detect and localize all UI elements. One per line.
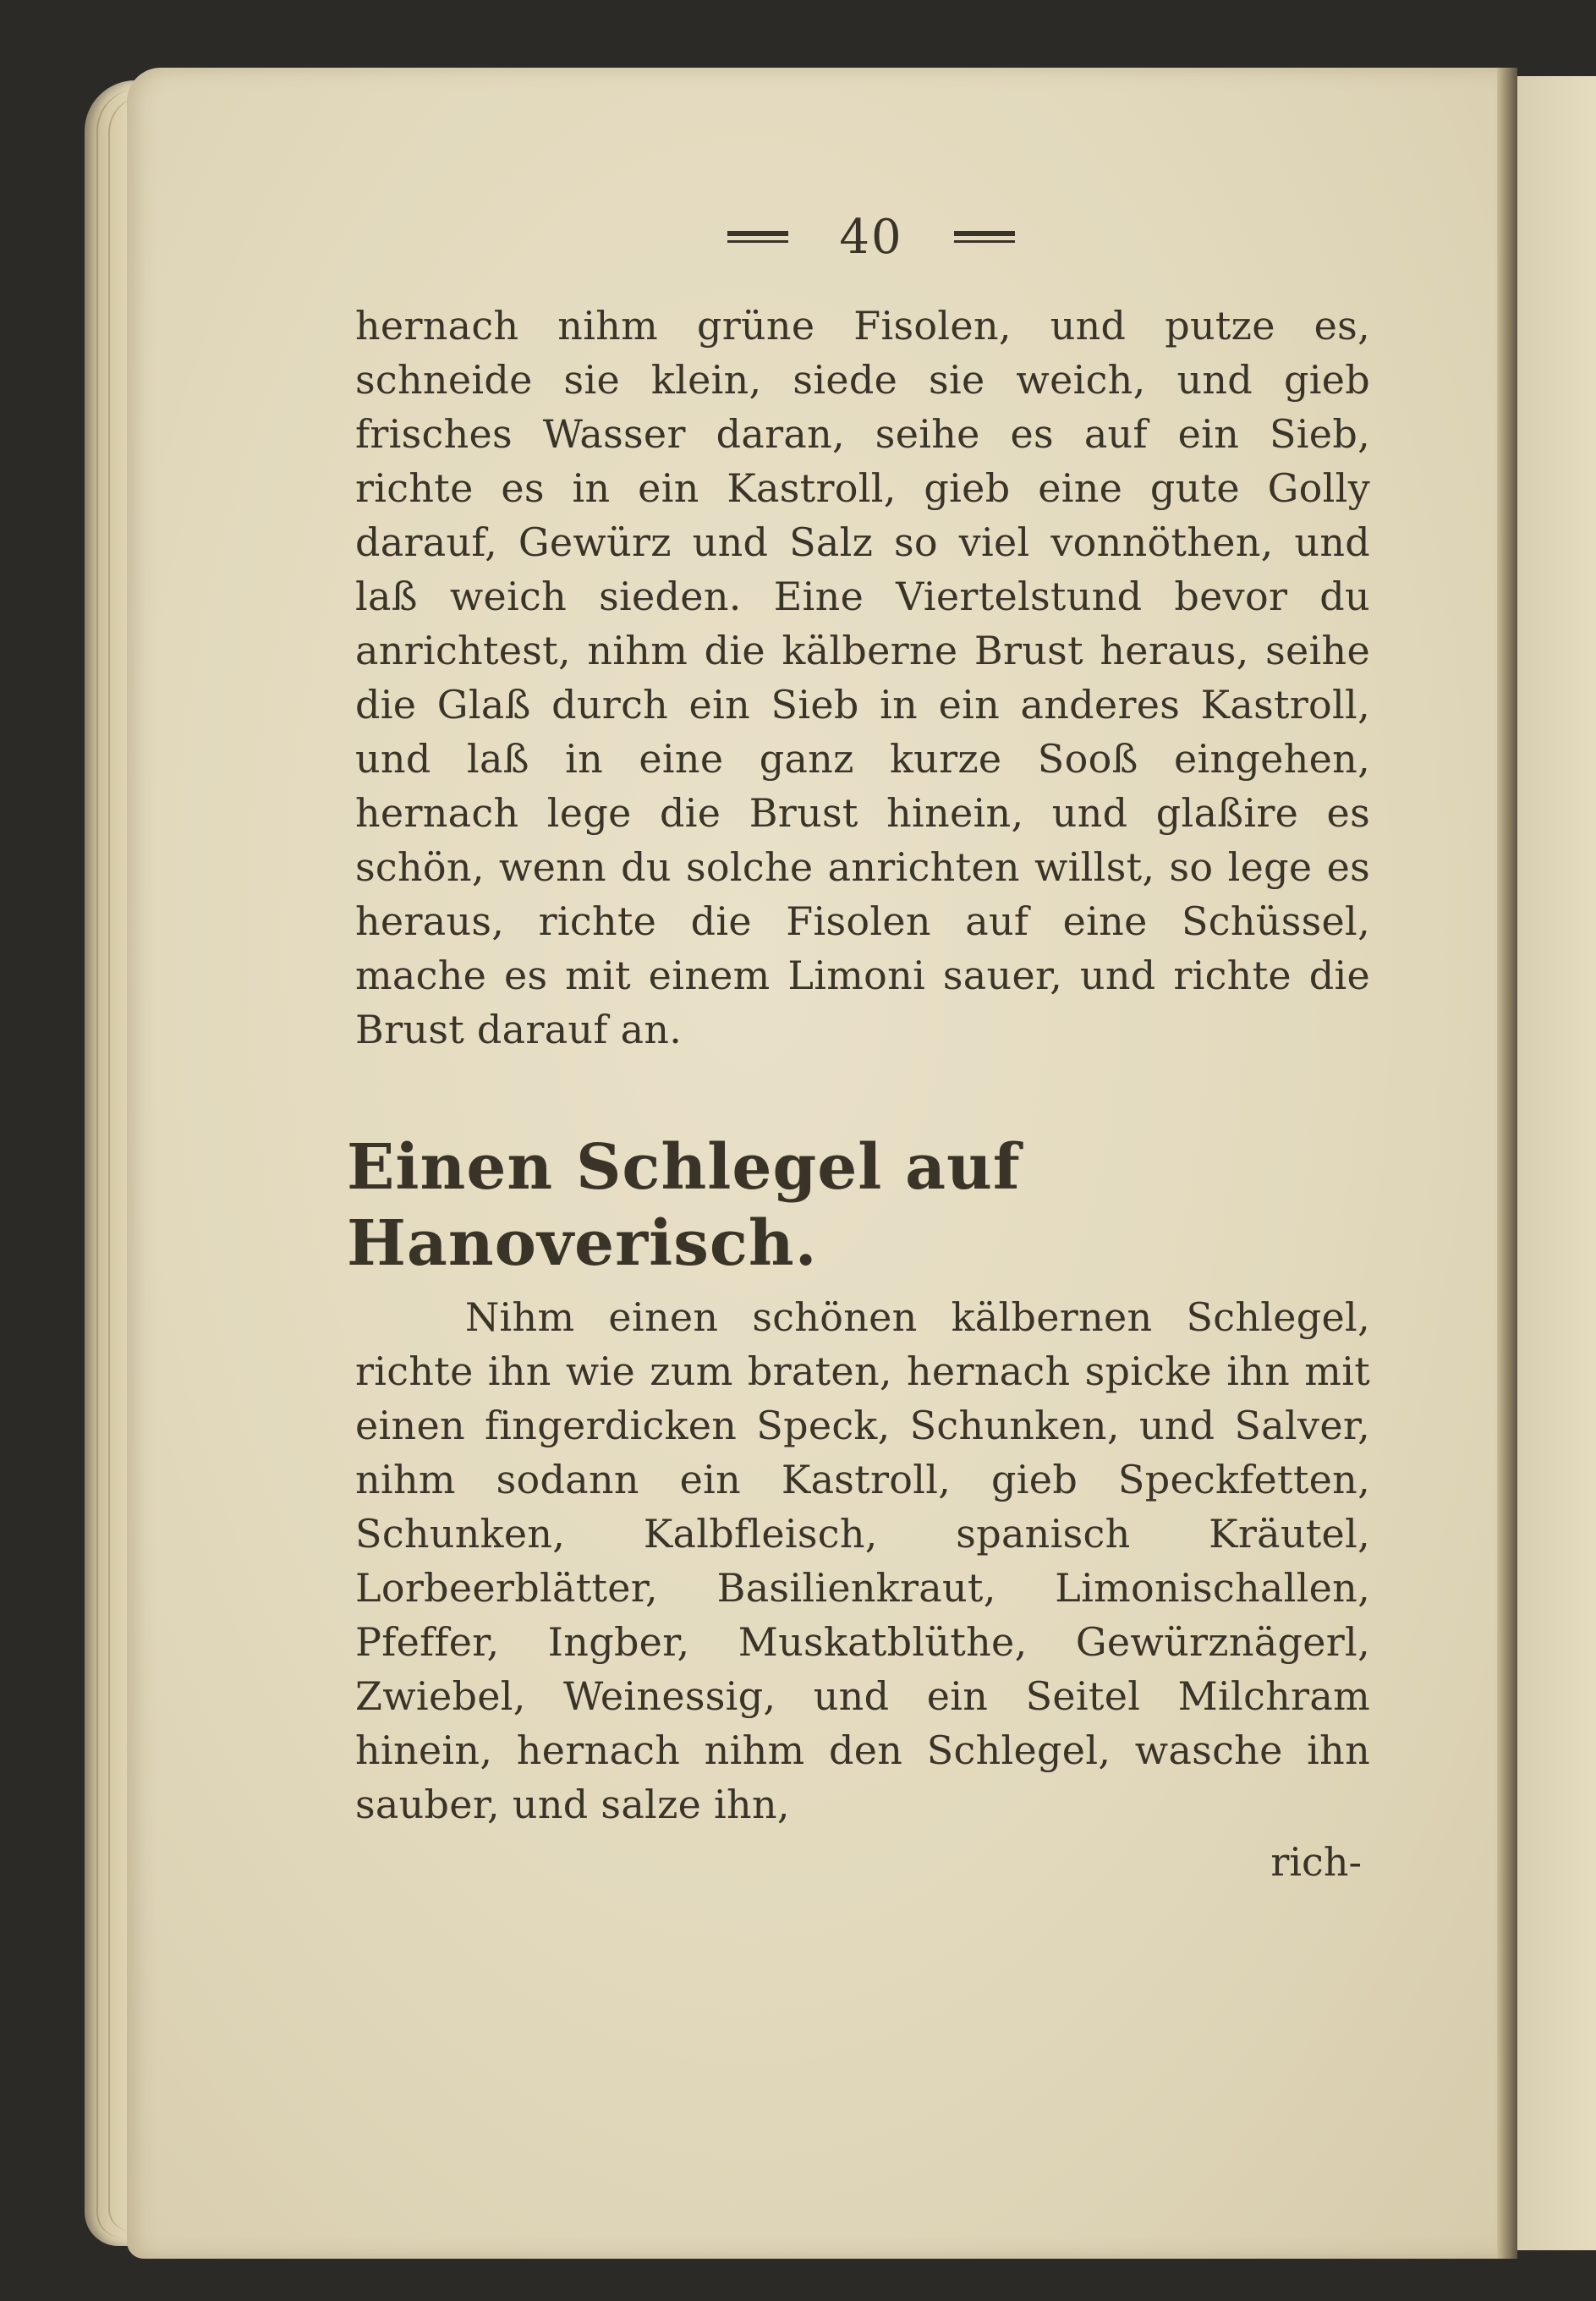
facing-page-edge: [1517, 76, 1596, 2250]
recipe-body-text: Nihm einen schönen kälbernen Schlegel, richte ihn wie zum braten, hernach spicke ihn mit einen fingerdicken Speck, Schunken, und Salver, nihm sodann ein Kastroll, gieb Speckfetten, Schunken, Kalbfleisch, spanisch Kräutel, Lorbeerblätter, Basilienkraut, Limonischallen, Pfeffer, Ingber, Muskatblüthe, Gewürznägerl, Zwiebel, Weinessig, und ein Seitel Milchram hinein, hernach nihm den Schlegel, wasche ihn sauber, und salze ihn,: [355, 1294, 1370, 1827]
recipe-title: Einen Schlegel auf Hanoverisch.: [347, 1131, 1021, 1280]
page-content: [347, 190, 1370, 1889]
continued-recipe-text: hernach nihm grüne Fisolen, und putze es, schneide sie klein, siede sie weich, und gieb frisches Wasser daran, seihe es auf ein Sieb, richte es in ein Kastroll, gieb eine gute Golly darauf, Gewürz und Salz so viel vonnöthen, und laß weich sieden. Eine Viertelstund bevor du anrichtest, nihm die kälberne Brust heraus, seihe die Glaß durch ein Sieb in ein anderes Kastroll, und laß in eine ganz kurze Sooß eingehen, hernach lege die Brust hinein, und glaßire es schön, wenn du solche anrichten willst, so lege es heraus, richte die Fisolen auf eine Schüssel, mache es mit einem Limoni sauer, und richte die Brust darauf an.: [355, 303, 1370, 1052]
header-rule-right: [954, 231, 1015, 243]
book-gutter: [1497, 68, 1517, 2259]
header-rule-left: [727, 231, 788, 243]
catchword: rich-: [1270, 1839, 1362, 1885]
page-header: [372, 190, 1370, 283]
page-number: 40: [839, 209, 903, 265]
